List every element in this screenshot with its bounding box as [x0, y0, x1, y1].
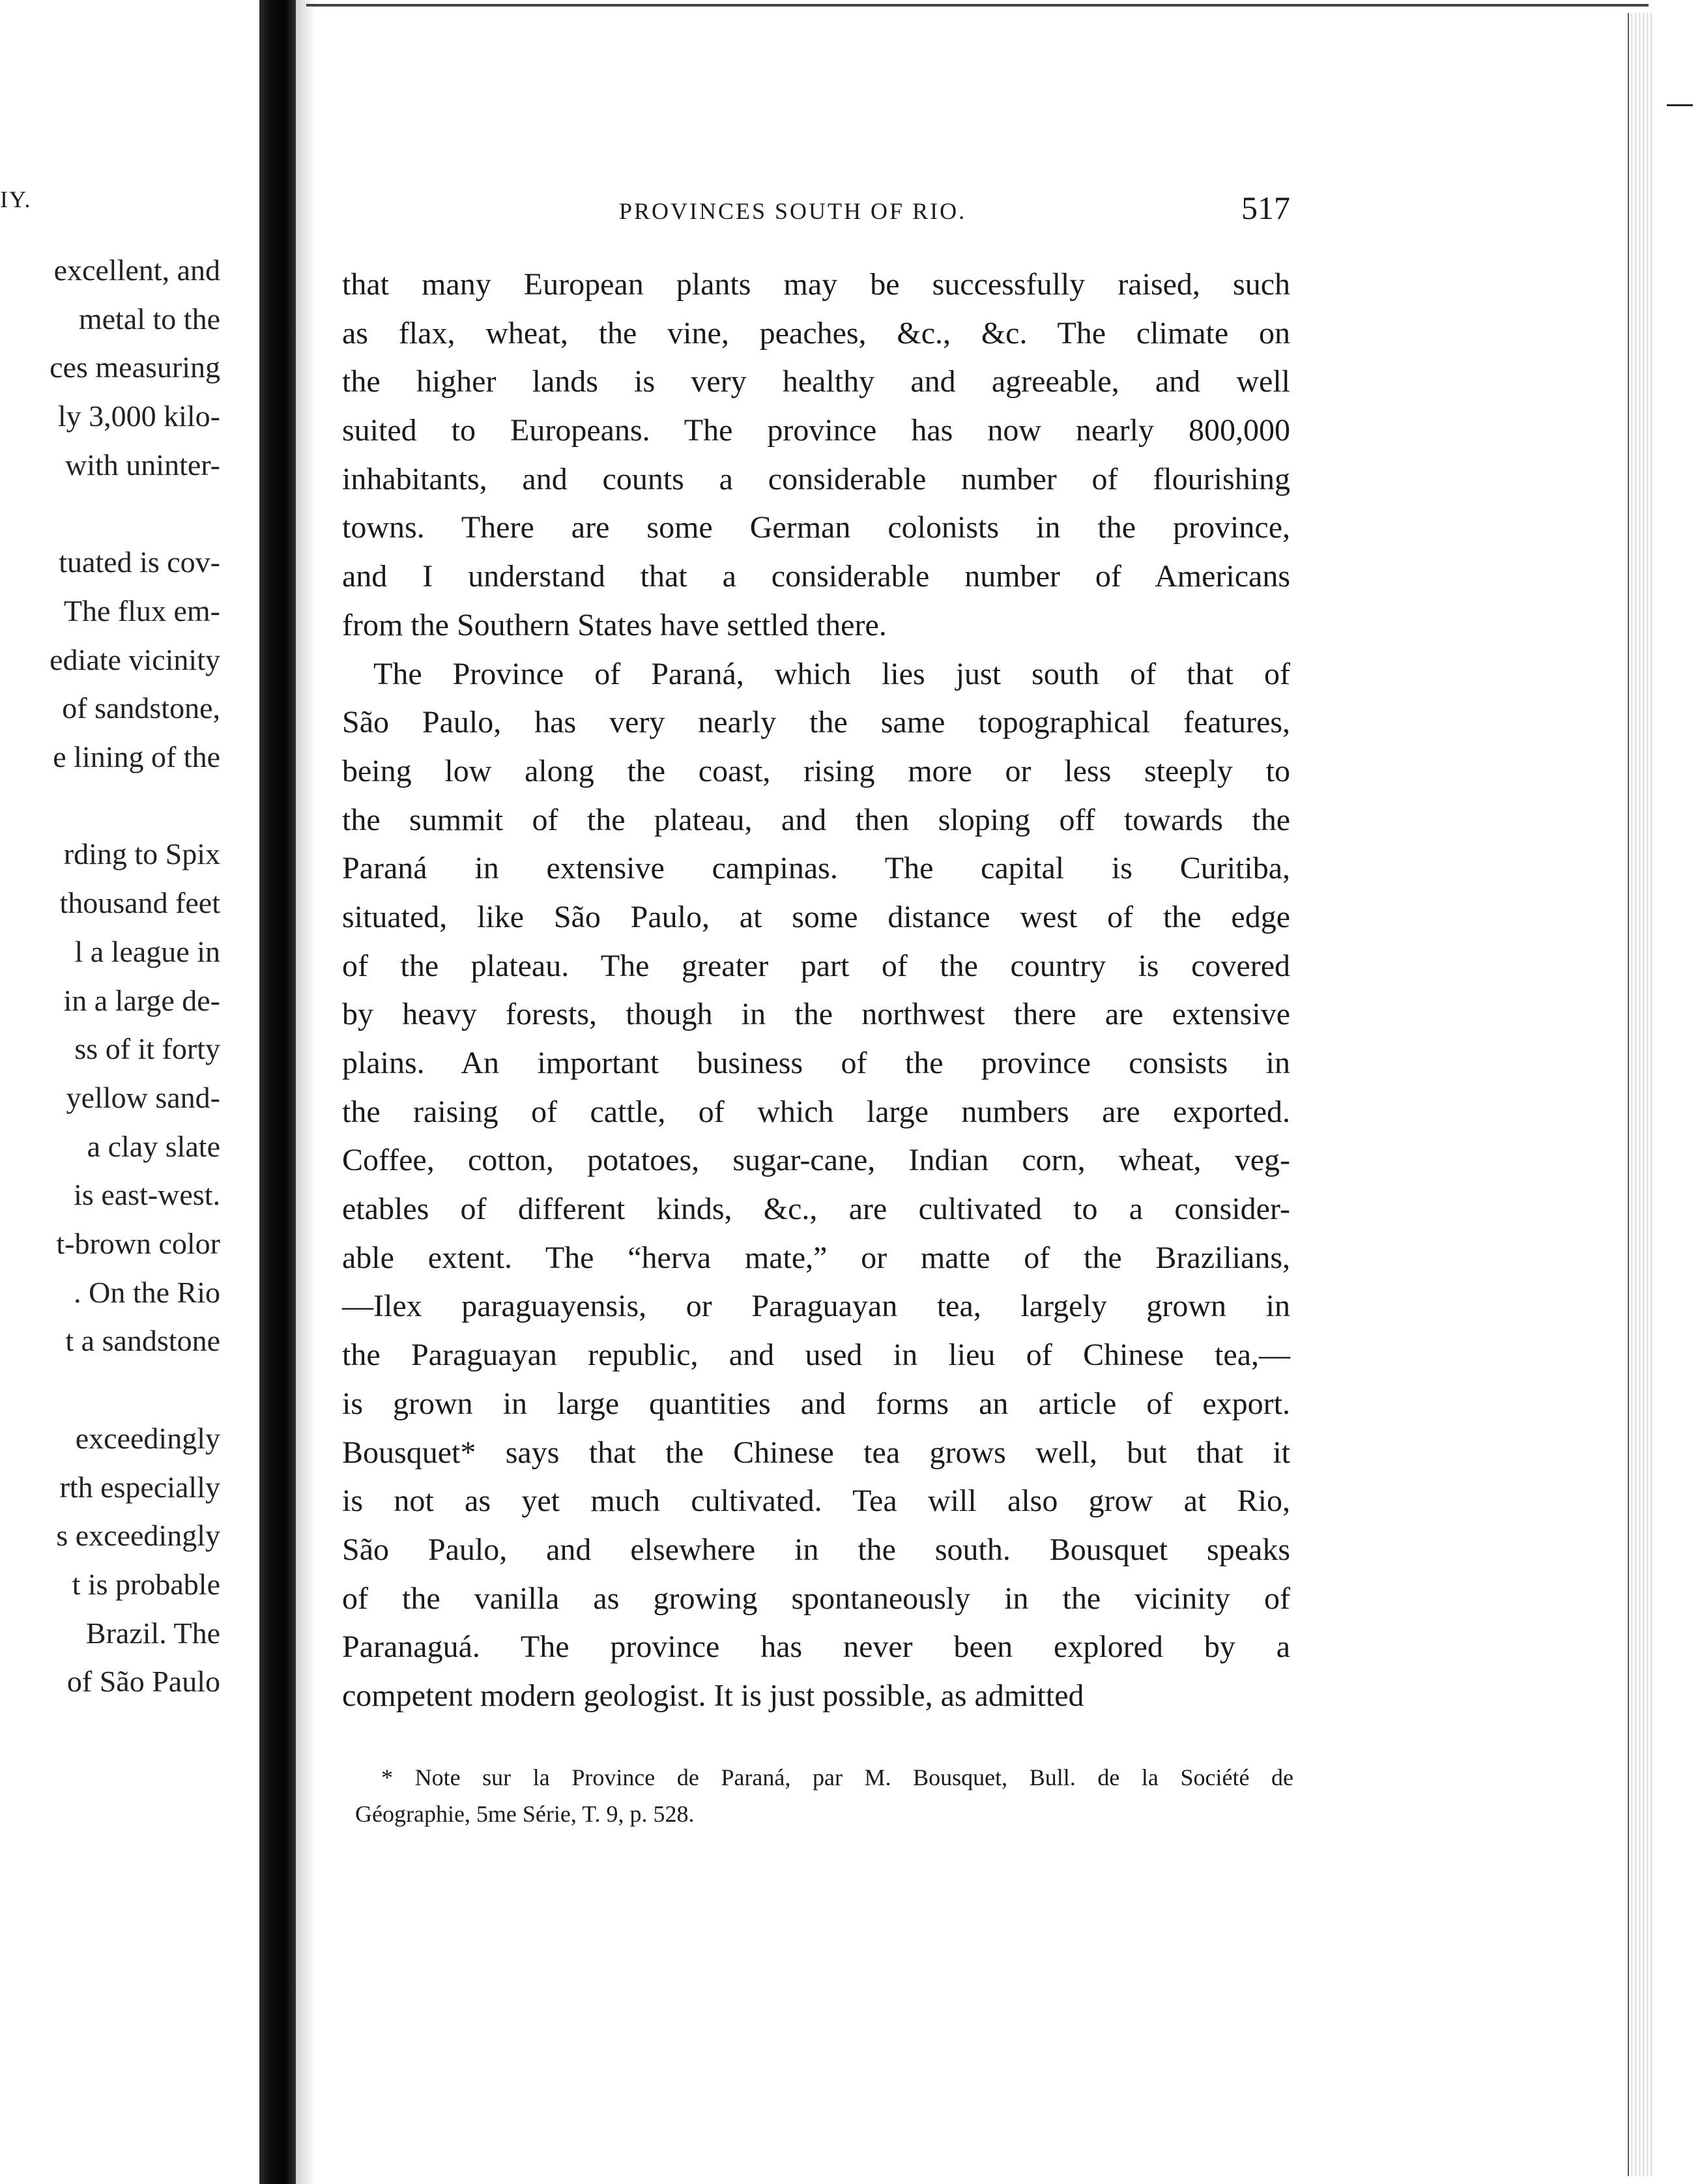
left-page-line: exceedingly — [75, 1421, 220, 1455]
edge-mark — [1667, 104, 1693, 106]
left-page-line: ces measuring — [50, 351, 220, 384]
left-running-head: IY. — [0, 186, 32, 212]
left-page-line: s exceedingly — [56, 1519, 220, 1553]
page-top-edge — [306, 4, 1649, 7]
body-line: São Paulo, and elsewhere in the south. Bousquet speaks — [342, 1532, 1290, 1567]
left-page-line: t a sandstone — [65, 1324, 220, 1358]
body-line: The Province of Paraná, which lies just south of that of — [373, 656, 1290, 691]
body-line: Coffee, cotton, potatoes, sugar-cane, Indian corn, wheat, veg- — [342, 1143, 1290, 1178]
left-facing-page — [0, 0, 259, 2184]
left-page-line: Brazil. The — [85, 1616, 220, 1650]
body-line: competent modern geologist. It is just possible, as admitted — [342, 1678, 1084, 1713]
page-number: 517 — [1241, 190, 1290, 226]
body-line: —Ilex paraguayensis, or Paraguayan tea, largely grown in — [342, 1289, 1290, 1324]
body-line: from the Southern States have settled there. — [342, 607, 887, 642]
running-title: PROVINCES SOUTH OF RIO. — [619, 198, 967, 224]
running-head — [339, 189, 1290, 227]
body-line: towns. There are some German colonists in the province, — [342, 510, 1290, 545]
left-page-line: The flux em- — [63, 594, 220, 627]
left-page-line: in a large de- — [63, 983, 220, 1017]
book-gutter — [259, 0, 296, 2184]
body-line: plains. An important business of the province consists in — [342, 1046, 1290, 1080]
body-line: the raising of cattle, of which large numbers are exported. — [342, 1094, 1290, 1129]
body-line: Paranaguá. The province has never been explored by a — [342, 1630, 1290, 1665]
body-line: is grown in large quantities and forms an article of export. — [342, 1386, 1290, 1421]
left-page-line: l a league in — [74, 934, 220, 968]
body-line: suited to Europeans. The province has now nearly 800,000 — [342, 413, 1290, 448]
footnote-line: Géographie, 5me Série, T. 9, p. 528. — [355, 1801, 695, 1827]
body-line: by heavy forests, though in the northwest there are extensive — [342, 997, 1290, 1032]
page-stack-edge — [1628, 13, 1652, 2176]
left-page-line: ly 3,000 kilo- — [57, 399, 220, 433]
left-page-line: is east-west. — [74, 1178, 220, 1212]
body-line: the Paraguayan republic, and used in lieu of Chinese tea,— — [342, 1338, 1290, 1373]
left-page-line: of São Paulo — [66, 1665, 220, 1699]
body-line: inhabitants, and counts a considerable number of flourishing — [342, 461, 1290, 496]
body-line: being low along the coast, rising more or less steeply to — [342, 753, 1290, 788]
left-page-line: yellow sand- — [66, 1080, 220, 1114]
body-line: able extent. The “herva mate,” or matte of the Brazilians, — [342, 1240, 1290, 1275]
body-line: the summit of the plateau, and then sloping off towards the — [342, 802, 1290, 837]
body-line: is not as yet much cultivated. Tea will also grow at Rio, — [342, 1484, 1290, 1519]
body-text — [342, 261, 1290, 1721]
body-line: of the vanilla as growing spontaneously in the vicinity of — [342, 1581, 1290, 1616]
body-line: Bousquet* says that the Chinese tea grows well, but that it — [342, 1435, 1290, 1470]
left-page-line: with uninter- — [65, 448, 220, 481]
left-page-line: ediate vicinity — [50, 642, 220, 676]
body-line: Paraná in extensive campinas. The capital is Curitiba, — [342, 851, 1290, 886]
footnote-line: * Note sur la Province de Paraná, par M. Bousquet, Bull. de la Société de — [381, 1764, 1293, 1790]
left-page-line: tuated is cov- — [59, 545, 220, 579]
body-line: that many European plants may be successfully raised, such — [342, 267, 1290, 302]
body-line: etables of different kinds, &c., are cultivated to a consider- — [342, 1192, 1290, 1227]
body-line: and I understand that a considerable number of Americans — [342, 559, 1290, 594]
footnote — [355, 1759, 1293, 1832]
left-page-line: a clay slate — [87, 1129, 220, 1163]
left-page-line: metal to the — [78, 302, 220, 336]
left-page-line: rding to Spix — [63, 837, 220, 871]
left-page-line: of sandstone, — [62, 691, 220, 725]
left-page-line: . On the Rio — [74, 1275, 220, 1309]
left-page-line: t-brown color — [56, 1227, 220, 1260]
body-line: São Paulo, has very nearly the same topographical features, — [342, 705, 1290, 740]
left-page-line: ss of it forty — [74, 1032, 220, 1066]
body-line: situated, like São Paulo, at some distance west of the edge — [342, 899, 1290, 934]
left-page-line: t is probable — [72, 1567, 220, 1601]
body-line: as flax, wheat, the vine, peaches, &c., &c. The climate on — [342, 315, 1290, 351]
left-page-line: rth especially — [59, 1470, 220, 1504]
body-line: of the plateau. The greater part of the country is covered — [342, 948, 1290, 983]
left-page-line: thousand feet — [59, 886, 220, 920]
body-line: the higher lands is very healthy and agreeable, and well — [342, 364, 1290, 399]
left-page-line: excellent, and — [53, 253, 220, 287]
left-page-line: e lining of the — [53, 740, 220, 773]
gutter-shadow — [296, 0, 315, 2184]
